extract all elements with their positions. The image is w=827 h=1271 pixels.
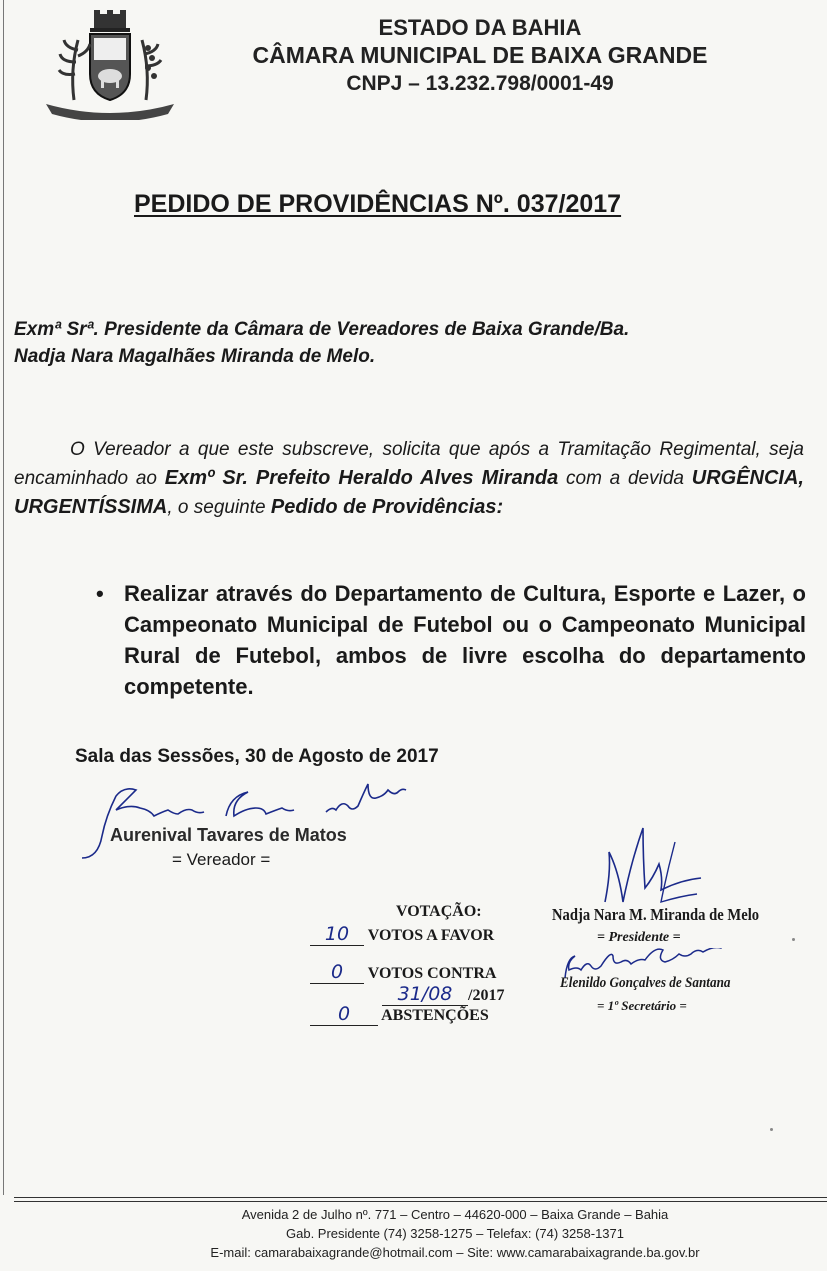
addressee-line-1: Exmª Srª. Presidente da Câmara de Vereadores de Baixa Grande/Ba.: [14, 319, 630, 340]
body-paragraph: [14, 436, 804, 522]
votes-favor-value: 10: [310, 923, 364, 946]
header-chamber: CÂMARA MUNICIPAL DE BAIXA GRANDE: [252, 42, 708, 68]
footer-contact: E-mail: camarabaixagrande@hotmail.com – Site: www.camarabaixagrande.ba.gov.br: [210, 1245, 700, 1260]
footer-address: Avenida 2 de Julho nº. 771 – Centro – 44620-000 – Baixa Grande – Bahia: [241, 1207, 669, 1222]
session-date: Sala das Sessões, 30 de Agosto de 2017: [75, 746, 439, 767]
voting-block: [310, 903, 540, 1033]
votes-abstention-value: 0: [310, 1003, 378, 1026]
document-title: PEDIDO DE PROVIDÊNCIAS Nº. 037/2017: [134, 190, 622, 218]
author-name: Aurenival Tavares de Matos: [110, 825, 347, 845]
body-part-3: , o seguinte: [167, 497, 271, 518]
votes-contra-label: VOTOS CONTRA: [367, 965, 497, 982]
votes-abstention-row: [310, 1003, 489, 1026]
president-name: Nadja Nara M. Miranda de Melo: [552, 905, 760, 924]
president-role: = Presidente =: [597, 930, 681, 945]
list-item: [96, 578, 806, 702]
body-part-2: com a devida: [558, 468, 692, 489]
voting-date-year: /2017: [468, 987, 505, 1004]
body-emphasis-mayor: Exmº Sr. Prefeito Heraldo Alves Miranda: [164, 467, 559, 489]
body-emphasis-urgency: URGÊNCIA, URGENTÍSSIMA: [14, 467, 804, 518]
municipal-coat-of-arms-icon: [44, 10, 176, 120]
votes-favor-label: VOTOS A FAVOR: [367, 927, 495, 944]
scan-speck: [792, 938, 795, 941]
header-cnpj: CNPJ – 13.232.798/0001-49: [346, 72, 614, 95]
votes-favor-row: [310, 923, 494, 946]
letterhead: [200, 14, 760, 97]
secretary-name: Elenildo Gonçalves de Santana: [560, 975, 731, 991]
author-role: = Vereador =: [172, 850, 271, 869]
scan-speck: [770, 1128, 773, 1131]
page-edge: [3, 0, 4, 1195]
request-list: [96, 578, 806, 702]
footer-divider: [14, 1197, 827, 1198]
voting-title: VOTAÇÃO:: [396, 903, 482, 920]
bullet-icon: •: [96, 581, 104, 606]
addressee: [14, 316, 629, 370]
body-emphasis-request: Pedido de Providências:: [270, 496, 504, 518]
footer: [150, 1205, 760, 1262]
footer-divider: [14, 1201, 827, 1202]
votes-contra-row: [310, 961, 496, 984]
voting-date-value: 31/08: [382, 983, 468, 1006]
request-text: Realizar através do Departamento de Cultura, Esporte e Lazer, o Campeonato Municipal de Futebol ou o Campeonato Municipal Rural de Futebol, ambos de livre escolha do departamento competente.: [124, 581, 806, 699]
header-state: ESTADO DA BAHIA: [378, 15, 582, 40]
secretary-role: = 1º Secretário =: [597, 998, 687, 1013]
votes-abstention-label: ABSTENÇÕES: [381, 1007, 489, 1024]
footer-phones: Gab. Presidente (74) 3258-1275 – Telefax: (74) 3258-1371: [286, 1226, 624, 1241]
body-part-1: O Vereador a que este subscreve, solicita que após a Tramitação Regimental, seja encaminhado ao: [14, 439, 804, 489]
votes-contra-value: 0: [310, 961, 364, 984]
addressee-line-2: Nadja Nara Magalhães Miranda de Melo.: [14, 346, 376, 367]
